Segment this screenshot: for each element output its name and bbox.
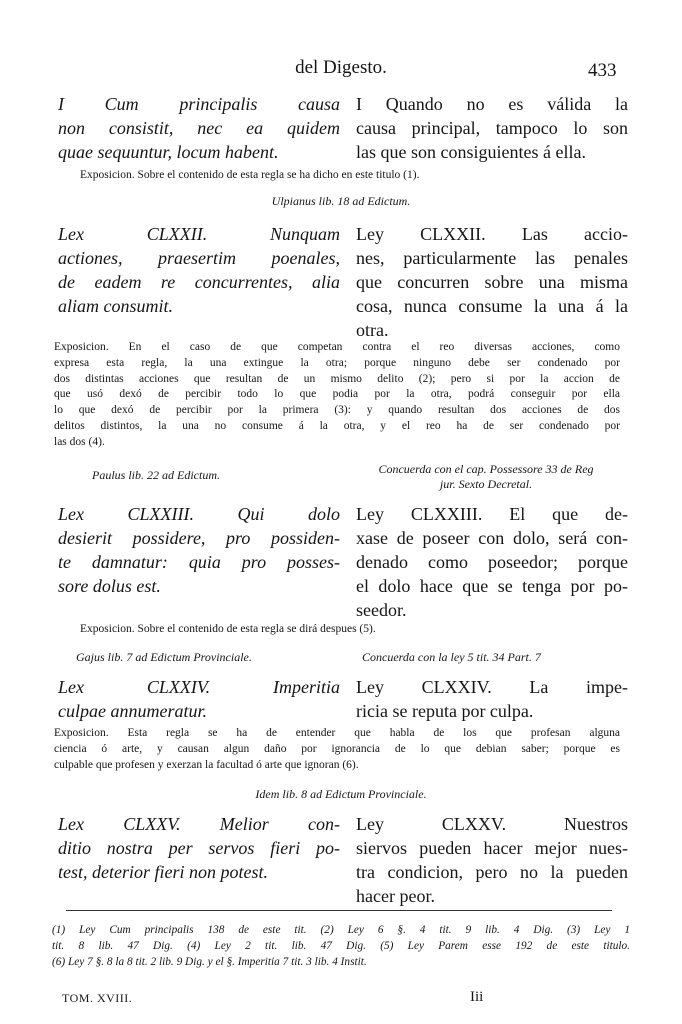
text-line: hacer peor. (356, 886, 435, 906)
text-line: jur. Sexto Decretal. (439, 477, 533, 491)
text-line: Lex CLXXIV. Imperitia (58, 677, 340, 697)
lex172-author: Ulpianus lib. 18 ad Edictum. (271, 194, 411, 208)
footnote-line: (1) Ley Cum principalis 138 de este tit. (2) Ley 6 §. 4 tit. 9 lib. 4 Dig. (3) Ley 1 (52, 924, 630, 936)
rule1-spanish (356, 92, 628, 164)
text-line: que concurren sobre una misma (356, 272, 628, 292)
text-line: non consistit, nec ea quidem (58, 118, 340, 138)
text-line: Lex CLXXIII. Qui dolo (58, 504, 340, 524)
lex175-spanish (356, 812, 628, 908)
text-line: Exposicion. En el caso de que competan contra el reo diversas acciones, como (54, 341, 620, 353)
text-line: Ley CLXXV. Nuestros (356, 814, 628, 834)
lex173-concordance (346, 462, 626, 492)
text-line: las dos (4). (54, 435, 105, 448)
text-line: cosa, nunca consume la una á la (356, 296, 628, 316)
text-line: ricia se reputa por culpa. (356, 701, 534, 721)
footnote-rule (66, 910, 612, 911)
text-line: Lex CLXXV. Melior con- (58, 814, 340, 834)
footnote-line: tit. 8 lib. 47 Dig. (4) Ley 2 tit. lib. 47 Dig. (5) Ley Parem esse 192 de este titulo. (52, 940, 630, 952)
text-line: I Quando no es válida la (356, 94, 628, 114)
volume-signature: TOM. XVIII. (62, 991, 133, 1005)
text-line: I Cum principalis causa (58, 94, 340, 114)
text-line: Ley CLXXII. Las accio- (356, 224, 628, 244)
text-line: Concuerda con el cap. Possessore 33 de Reg (378, 462, 594, 476)
text-line: desierit possidere, pro possiden- (58, 528, 340, 548)
lex172-latin (58, 222, 340, 318)
page-number: 433 (588, 60, 617, 81)
text-line: aliam consumit. (58, 296, 173, 316)
lex174-author: Gajus lib. 7 ad Edictum Provinciale. (76, 650, 252, 664)
lex174-spanish (356, 675, 628, 723)
text-line: que usó dexó de percibir todo lo que podia por la otra, podrá conseguir por ella (54, 388, 620, 401)
text-line: te damnatur: quia pro posses- (58, 552, 340, 572)
text-line: quae sequuntur, locum habent. (58, 142, 279, 162)
lex172-spanish (356, 222, 628, 342)
lex175-latin (58, 812, 340, 884)
text-line: siervos pueden hacer mejor nues- (356, 838, 628, 858)
text-line: Lex CLXXII. Nunquam (58, 224, 340, 244)
text-line: nes, particularmente las penales (356, 248, 628, 268)
text-line: ditio nostra per servos fieri po- (58, 838, 340, 858)
text-line: de eadem re concurrentes, alia (58, 272, 340, 292)
rule1-latin (58, 92, 340, 164)
text-line: sore dolus est. (58, 576, 161, 596)
page-header-title: del Digesto. (295, 57, 387, 78)
lex173-spanish (356, 502, 628, 622)
text-line: delitos distintos, la una no consume á la otra, y el reo ha de ser condenado por (54, 419, 620, 432)
text-line: otra. (356, 320, 389, 340)
lex174-concordance: Concuerda con la ley 5 tit. 34 Part. 7 (362, 650, 541, 664)
text-line: Exposicion. Esta regla se ha de entender que habla de los que profesan alguna (54, 727, 620, 739)
text-line: lo que dexó de percibir por la primera (3): y quando resultan dos acciones de dos (54, 404, 620, 417)
lex174-latin (58, 675, 340, 723)
text-line: seedor. (356, 600, 407, 620)
text-line: ciencia ó arte, y causan algun daño por ignorancia de lo que debian saber; porque es (54, 742, 620, 755)
footnotes (52, 922, 630, 970)
text-line: dos distintas acciones que resultan de un mismo delito (2); pero si por la accion de (54, 372, 620, 385)
lex172-exposition (54, 340, 620, 451)
text-line: causa principal, tampoco lo son (356, 118, 628, 138)
lex174-exposition (54, 726, 620, 773)
footnote-line: (6) Ley 7 §. 8 la 8 tit. 2 lib. 9 Dig. y el §. Imperitia 7 tit. 3 lib. 4 Instit. (52, 956, 367, 968)
text-line: xase de poseer con dolo, será con- (356, 528, 628, 548)
lex175-author: Idem lib. 8 ad Edictum Provinciale. (255, 787, 427, 801)
signature-mark: Iii (470, 989, 484, 1005)
text-line: Ley CLXXIII. El que de- (356, 504, 628, 524)
lex173-author: Paulus lib. 22 ad Edictum. (92, 468, 220, 482)
text-line: culpae annumeratur. (58, 701, 207, 721)
lex173-latin (58, 502, 340, 598)
text-line: test, deterior fieri non potest. (58, 862, 268, 882)
lex173-exposition: Exposicion. Sobre el contenido de esta regla se dirá despues (5). (80, 623, 376, 635)
text-line: denado como poseedor; porque (356, 552, 628, 572)
text-line: culpable que profesen y exerzan la facultad ó arte que ignoran (6). (54, 758, 359, 771)
text-line: actiones, praesertim poenales, (58, 248, 340, 268)
text-line: Ley CLXXIV. La impe- (356, 677, 628, 697)
text-line: tra condicion, pero no la pueden (356, 862, 628, 882)
rule1-exposition: Exposicion. Sobre el contenido de esta regla se ha dicho en este titulo (1). (80, 169, 420, 181)
text-line: el dolo hace que se tenga por po- (356, 576, 628, 596)
text-line: las que son consiguientes á ella. (356, 142, 586, 162)
text-line: expresa esta regla, la una extingue la otra; porque ninguno debe ser condenado por (54, 356, 620, 369)
